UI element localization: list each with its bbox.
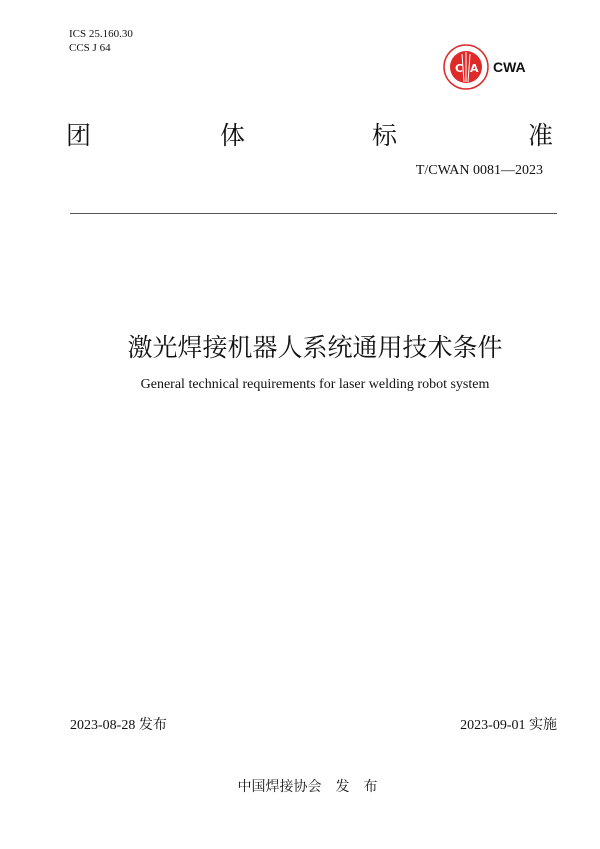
ccs-code: CCS J 64 <box>69 42 111 54</box>
cwa-logo <box>443 44 489 90</box>
divider <box>70 213 557 214</box>
svg-text:C: C <box>455 62 464 75</box>
implement-date: 2023-09-01 实施 <box>460 718 557 733</box>
cwa-logo-icon <box>443 44 489 90</box>
ics-code: ICS 25.160.30 <box>69 28 133 40</box>
category-char: 标 <box>372 121 398 150</box>
standard-number: T/CWAN 0081—2023 <box>415 163 543 178</box>
publisher: 中国焊接协会 发 布 <box>237 779 378 795</box>
publish-date: 2023-08-28 发布 <box>70 718 167 733</box>
category-char: 体 <box>220 121 246 150</box>
logo-text: CWA <box>493 59 526 75</box>
category-char: 准 <box>528 121 554 150</box>
svg-text:A: A <box>470 62 479 75</box>
title-cn: 激光焊接机器人系统通用技术条件 <box>127 333 503 362</box>
category-char: 团 <box>66 121 92 150</box>
title-en: General technical requirements for laser welding robot system <box>140 377 490 392</box>
